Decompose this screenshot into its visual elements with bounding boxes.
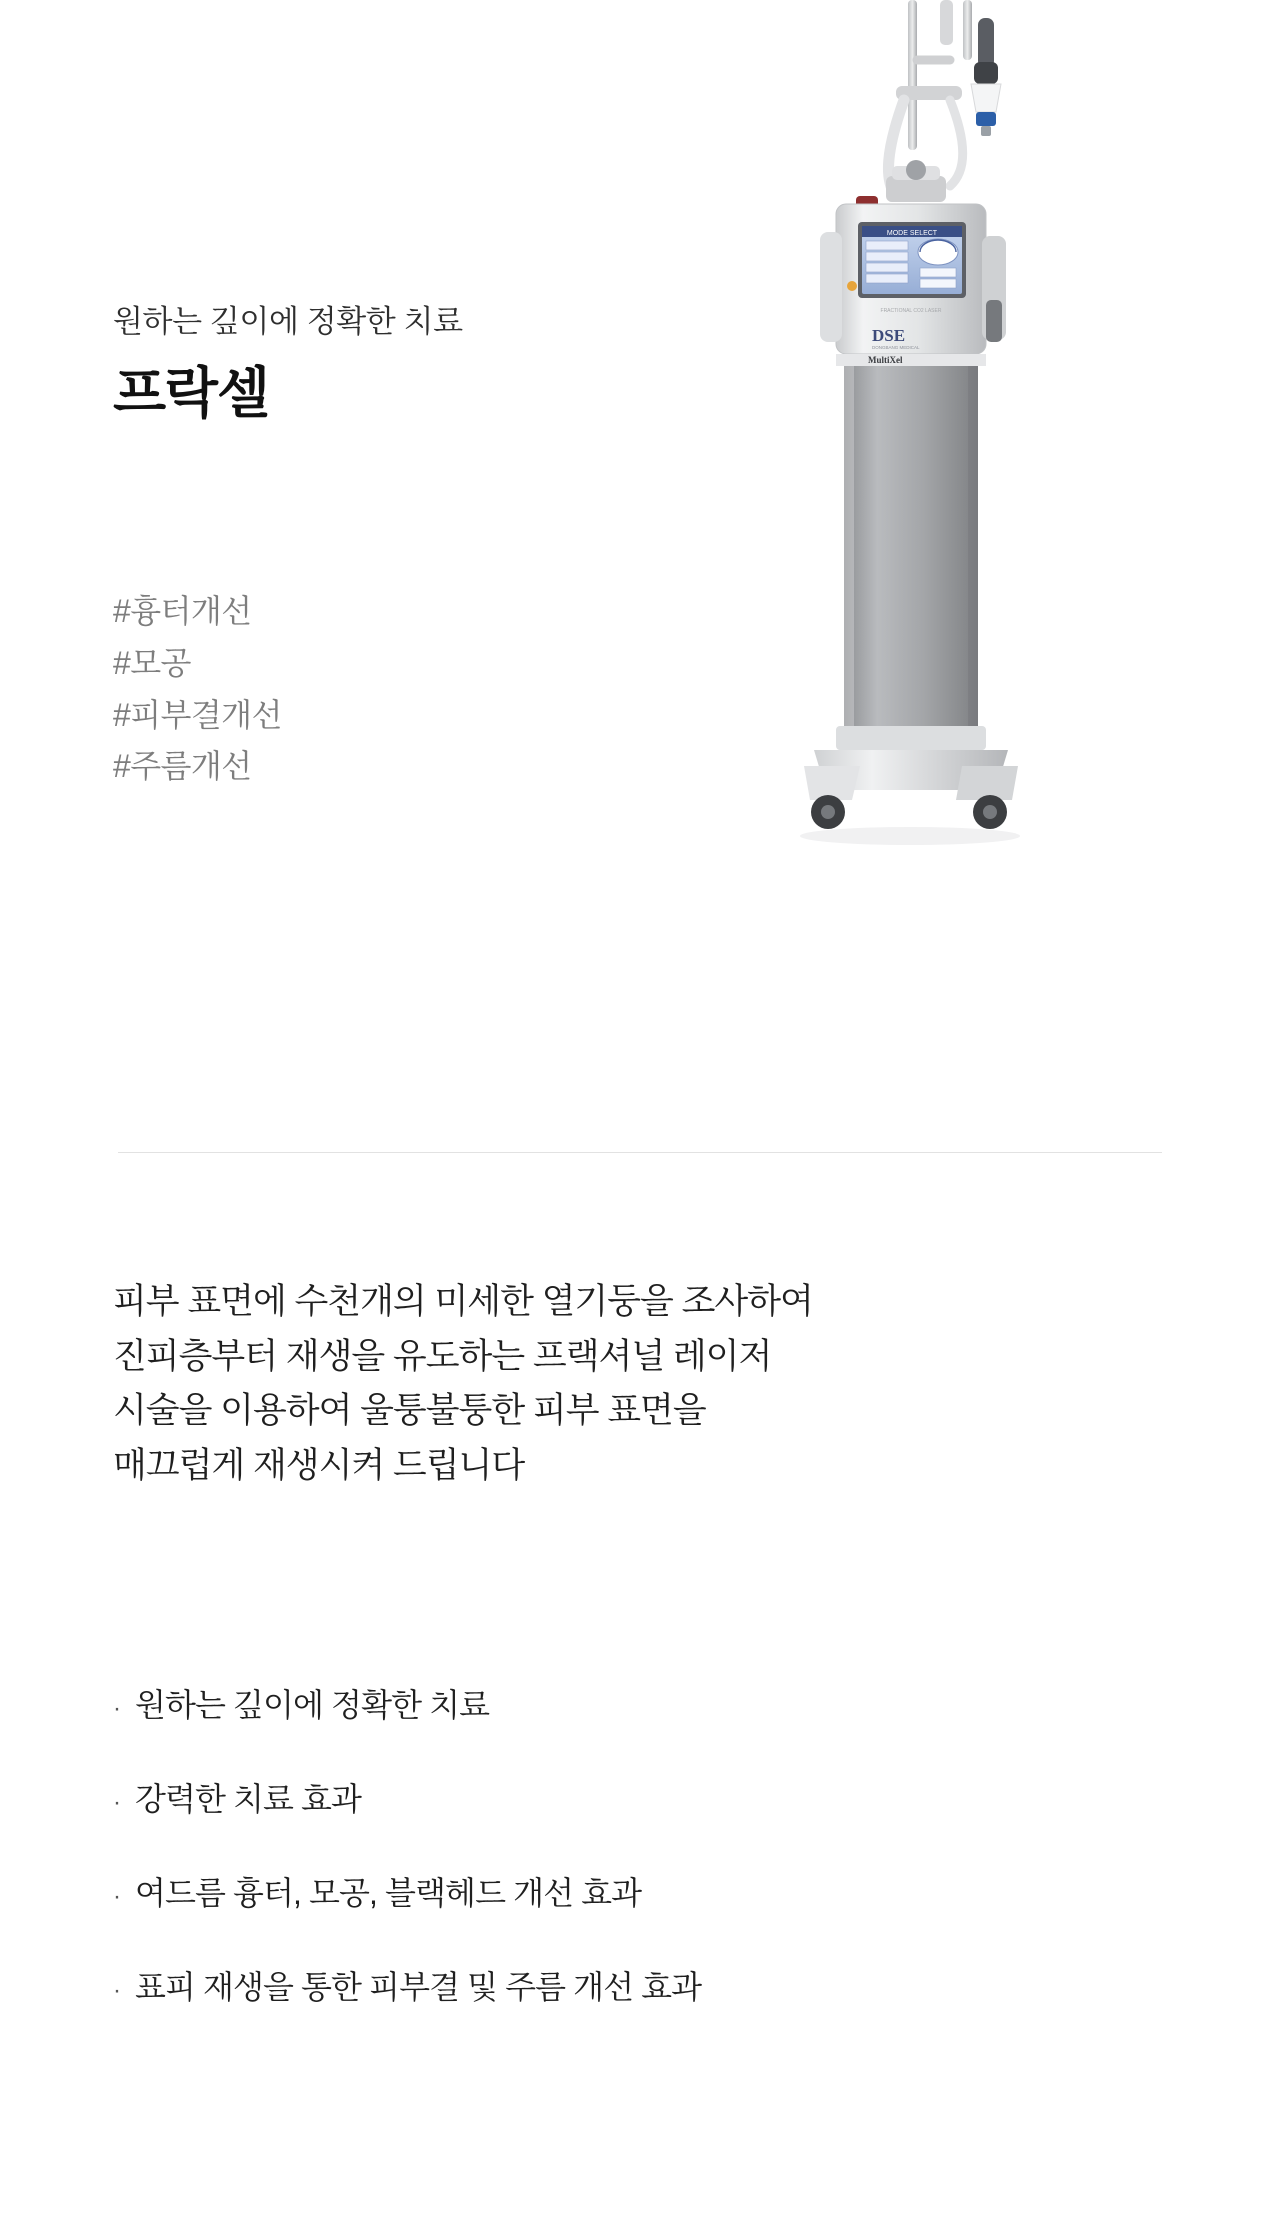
bullet-marker-icon: · — [113, 1789, 121, 1816]
laser-device-image — [800, 0, 1220, 1130]
benefit-item-label: 여드름 흉터, 모공, 블랙헤드 개선 효과 — [135, 1875, 642, 1911]
svg-text:DSE: DSE — [872, 326, 906, 345]
benefit-item — [113, 1680, 1173, 1726]
benefit-item-label: 강력한 치료 효과 — [135, 1781, 362, 1817]
svg-text:FRACTIONAL CO2 LASER: FRACTIONAL CO2 LASER — [880, 308, 942, 314]
svg-text:MODE SELECT: MODE SELECT — [886, 230, 938, 237]
hero-eyebrow: 원하는 깊이에 정확한 치료 — [113, 304, 463, 339]
description-line: 피부 표면에 수천개의 미세한 열기둥을 조사하여 — [113, 1282, 813, 1321]
hashtag-list — [113, 586, 633, 793]
description-line: 진피층부터 재생을 유도하는 프랙셔널 레이저 — [113, 1336, 772, 1376]
description-section — [113, 1275, 1173, 1493]
device-illustration-svg — [800, 0, 1220, 1130]
bullet-marker-icon: · — [113, 1695, 121, 1722]
svg-text:DONGBANG MEDICAL: DONGBANG MEDICAL — [872, 345, 920, 350]
svg-text:MultiXel: MultiXel — [868, 355, 903, 365]
section-divider — [118, 1152, 1162, 1153]
benefits-list — [113, 1680, 1173, 2056]
benefit-item — [113, 1774, 1173, 1820]
benefit-item — [113, 1868, 1173, 1914]
hashtag-item: #피부결개선 — [113, 696, 282, 733]
bullet-marker-icon: · — [113, 1883, 121, 1910]
hashtag-item: #흉터개선 — [113, 593, 252, 629]
hashtag-item: #주름개선 — [113, 748, 252, 785]
bullet-marker-icon: · — [113, 1977, 121, 2004]
page-title: 프락셀 — [113, 362, 269, 425]
benefit-item — [113, 1962, 1173, 2008]
description-line: 매끄럽게 재생시켜 드립니다 — [113, 1445, 525, 1485]
hashtag-item: #모공 — [113, 644, 191, 681]
description-line: 시술을 이용하여 울퉁불퉁한 피부 표면을 — [113, 1391, 706, 1431]
benefit-item-label: 원하는 깊이에 정확한 치료 — [135, 1687, 490, 1723]
benefit-item-label: 표피 재생을 통한 피부결 및 주름 개선 효과 — [135, 1969, 702, 2005]
hero-text-block — [113, 300, 733, 426]
